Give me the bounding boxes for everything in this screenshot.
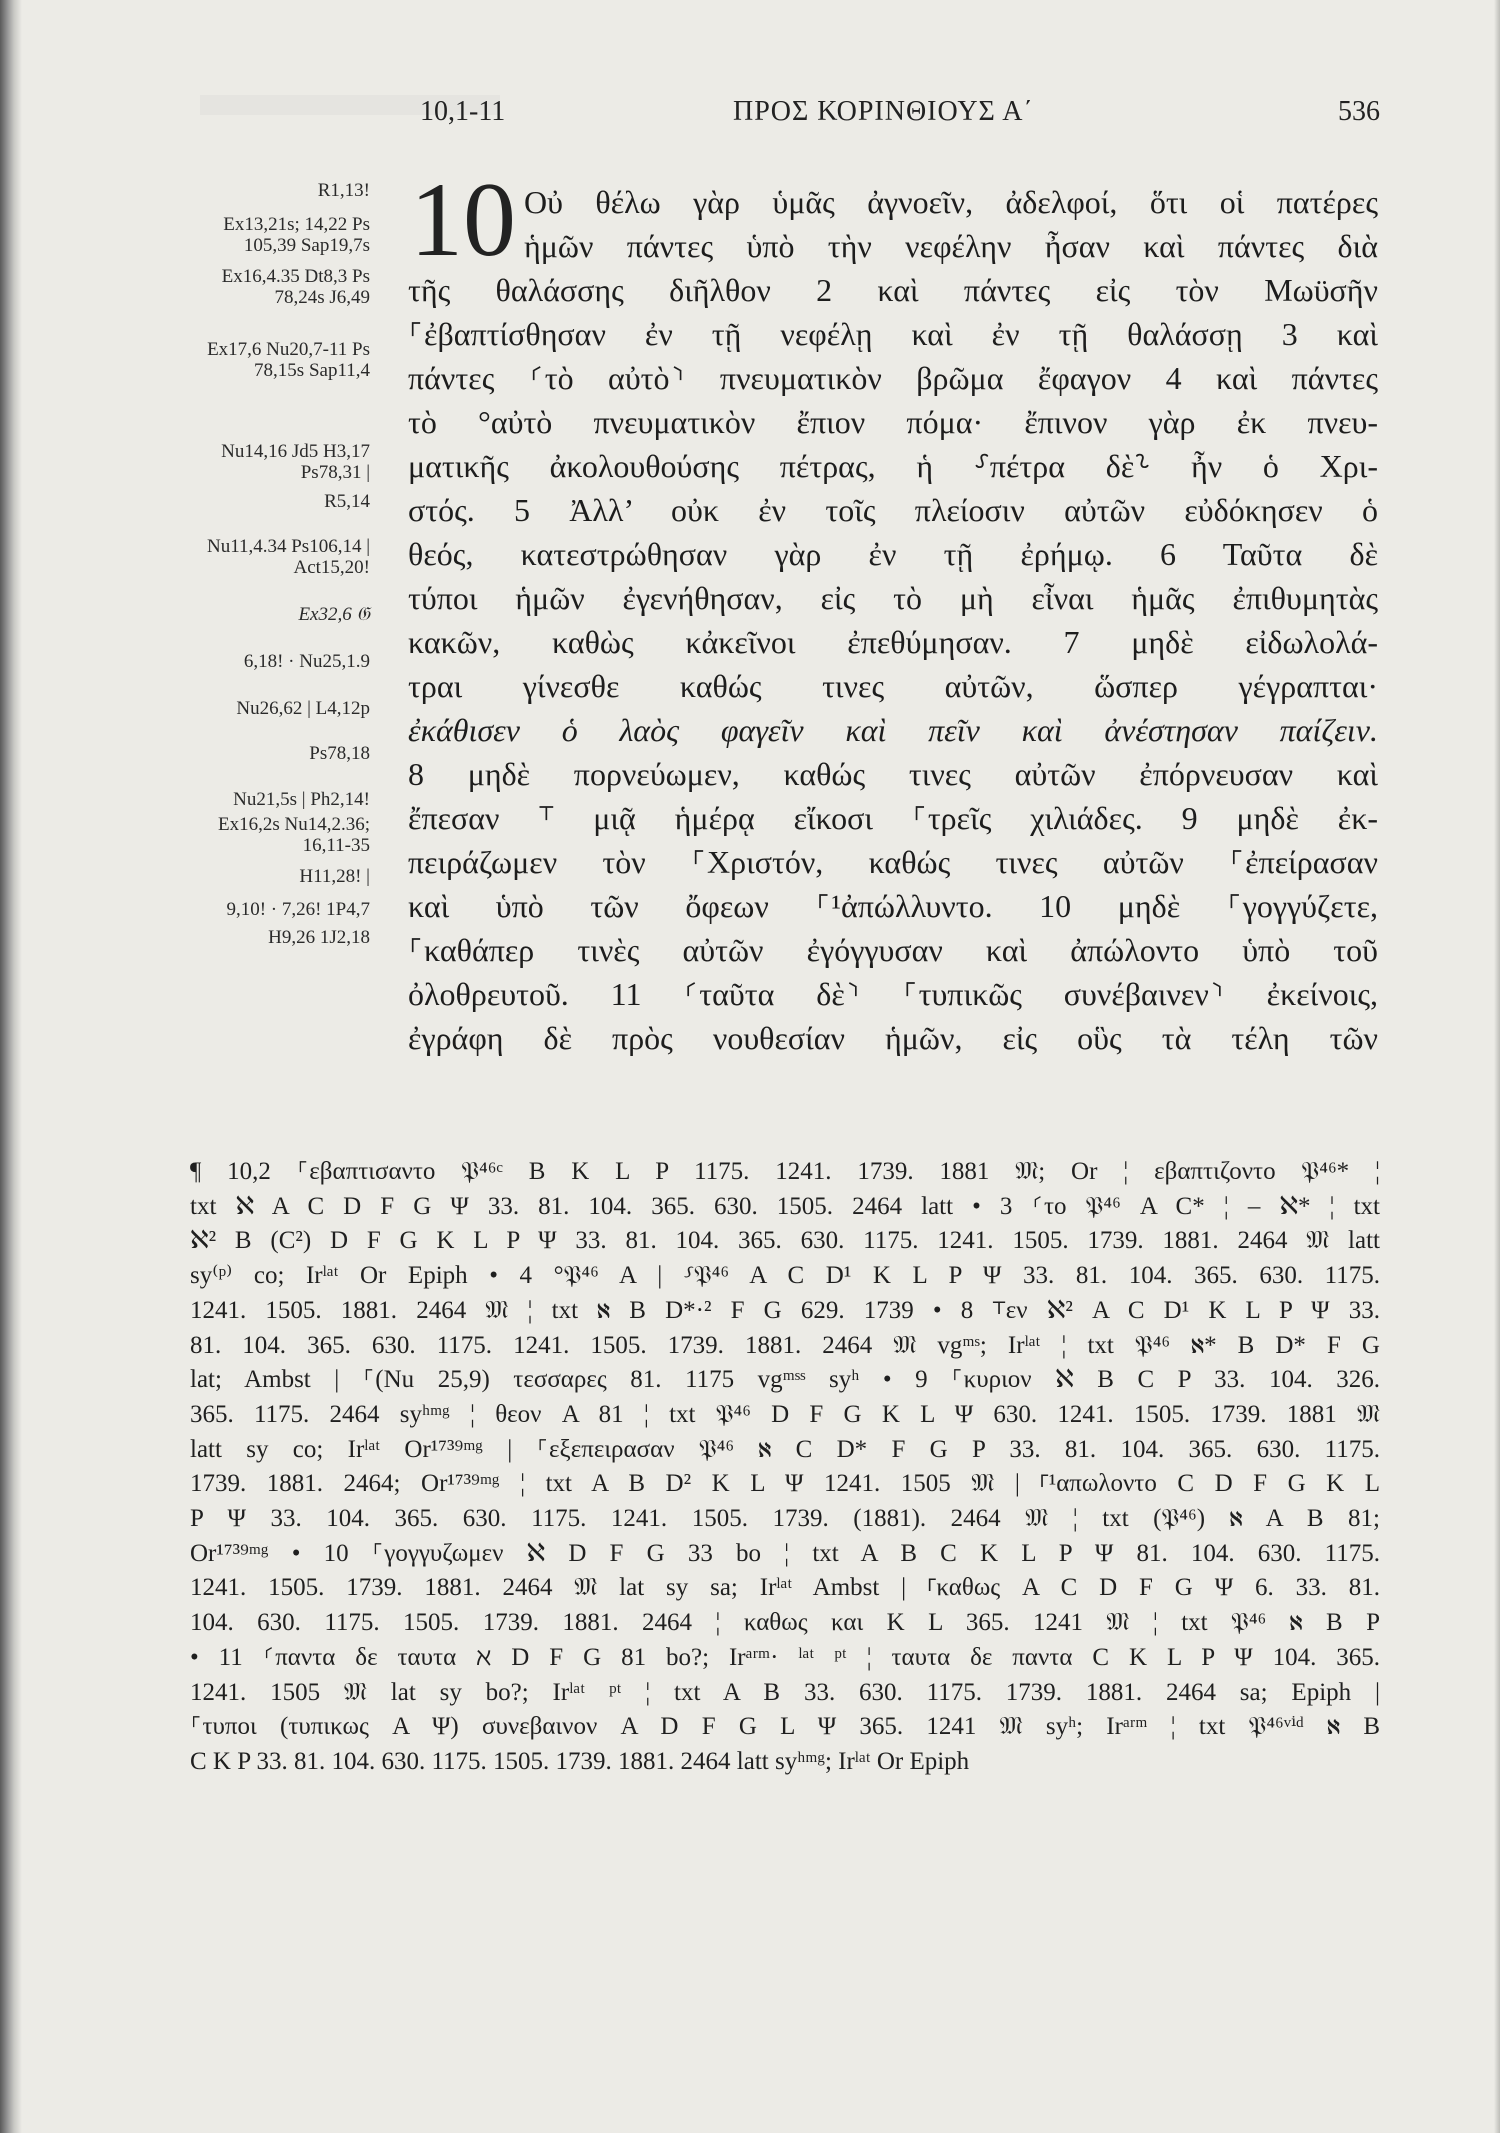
margin-ref: Nu26,62 | L4,12p (236, 698, 370, 719)
text-line: στός. 5 Ἀλλ’ οὐκ ἐν τοῖς πλείοσιν αὐτῶν εὐδόκησεν ὁ (408, 492, 1378, 528)
apparatus-line: 104. 630. 1175. 1505. 1739. 1881. 2464 ¦ καθως και K L 365. 1241 𝔐 ¦ txt 𝔓⁴⁶ ℵ B P (190, 1609, 1380, 1637)
text-line: ⸀ἐβαπτίσθησαν ἐν τῇ νεφέλῃ καὶ ἐν τῇ θαλάσσῃ 3 καὶ (408, 316, 1378, 352)
apparatus-line: 365. 1175. 2464 syʰᵐᵍ ¦ θεον A 81 ¦ txt 𝔓⁴⁶ D F G K L Ψ 630. 1241. 1505. 1739. 1881 𝔐 (190, 1400, 1380, 1428)
text-line: ματικῆς ἀκολουθούσης πέτρας, ἡ ⸉πέτρα δὲ⸊ ἦν ὁ Χρι- (408, 448, 1378, 484)
chapter-verse-range: 10,1-11 (420, 96, 506, 127)
margin-ref: Ex17,6 Nu20,7-11 Ps 78,15s Sap11,4 (207, 339, 370, 381)
text-line: 8 μηδὲ πορνεύωμεν, καθώς τινες αὐτῶν ἐπόρνευσαν καὶ (408, 756, 1378, 792)
text-line: πειράζωμεν τὸν ⸀Χριστόν, καθώς τινες αὐτῶν ⸀ἐπείρασαν (408, 844, 1379, 880)
biblical-text (408, 180, 1378, 1060)
text-line: τὸ °αὐτὸ πνευματικὸν ἔπιον πόμα· ἔπινον γὰρ ἐκ πνευ- (408, 404, 1378, 440)
apparatus-line: ¶ 10,2 ⸀εβαπτισαντο 𝔓⁴⁶ᶜ B K L P 1175. 1241. 1739. 1881 𝔐; Or ¦ εβαπτιζοντο 𝔓⁴⁶* ¦ (190, 1158, 1380, 1185)
apparatus-line: txt ℵ A C D F G Ψ 33. 81. 104. 365. 630. 1505. 2464 latt • 3 ⸂το 𝔓⁴⁶ A C* ¦ – ℵ* ¦ txt (190, 1192, 1380, 1220)
apparatus-line: C K P 33. 81. 104. 630. 1175. 1505. 1739. 1881. 2464 latt syʰᵐᵍ; Irˡᵃᵗ Or Epiph (190, 1747, 970, 1775)
margin-ref: Nu14,16 Jd5 H3,17 Ps78,31 | (221, 441, 370, 483)
text-line: Οὐ θέλω γὰρ ὑμᾶς ἀγνοεῖν, ἀδελφοί, ὅτι οἱ πατέρες (524, 184, 1378, 220)
text-line: ὀλοθρευτοῦ. 11 ⸂ταῦτα δὲ⸃ ⸀τυπικῶς συνέβαινεν⸃ ἐκείνοις, (408, 976, 1379, 1012)
book-binding-shadow (0, 0, 22, 2133)
apparatus-line: Or¹⁷³⁹ᵐᵍ • 10 ⸀γογγυζωμεν ℵ D F G 33 bo ¦ txt A B C K L P Ψ 81. 104. 630. 1175. (190, 1539, 1380, 1567)
margin-ref: Nu11,4.34 Ps106,14 | Act15,20! (206, 536, 370, 578)
margin-ref: Nu21,5s | Ph2,14! (233, 789, 370, 810)
text-line: ἔπεσαν ⸆ μιᾷ ἡμέρᾳ εἴκοσι ⸀τρεῖς χιλιάδες. 9 μηδὲ ἐκ- (408, 800, 1379, 836)
text-line: καὶ ὑπὸ τῶν ὄφεων ⸀¹ἀπώλλυντο. 10 μηδὲ ⸀γογγύζετε, (408, 888, 1378, 924)
margin-ref: Ex32,6 𝔊 (298, 604, 370, 625)
ot-quotation-line: ἐκάθισεν ὁ λαὸς φαγεῖν καὶ πεῖν καὶ ἀνέστησαν παίζειν. (408, 712, 1378, 748)
apparatus-line: sy⁽ᵖ⁾ co; Irˡᵃᵗ Or Epiph • 4 °𝔓⁴⁶ A | ⸉𝔓⁴⁶ A C D¹ K L P Ψ 33. 81. 104. 365. 630. 1175. (190, 1262, 1380, 1290)
text-line: τύποι ἡμῶν ἐγενήθησαν, εἰς τὸ μὴ εἶναι ἡμᾶς ἐπιθυμητὰς (408, 580, 1378, 616)
running-title: ΠΡΟΣ ΚΟΡΙΝΘΙΟΥΣ Α΄ (733, 96, 1034, 127)
text-line: ἐγράφη δὲ πρὸς νουθεσίαν ἡμῶν, εἰς οὓς τὰ τέλη τῶν (408, 1020, 1378, 1056)
apparatus-line: 1739. 1881. 2464; Or¹⁷³⁹ᵐᵍ ¦ txt A B D² K L Ψ 1241. 1505 𝔐 | ⸀¹απωλοντο C D F G K L (190, 1470, 1380, 1498)
margin-ref: R5,14 (324, 491, 370, 512)
apparatus-line: 1241. 1505 𝔐 lat sy bo?; Irˡᵃᵗ ᵖᵗ ¦ txt A B 33. 630. 1175. 1739. 1881. 2464 sa; Epiph | (190, 1678, 1380, 1706)
text-line: κακῶν, καθὼς κἀκεῖνοι ἐπεθύμησαν. 7 μηδὲ εἰδωλολά- (408, 624, 1378, 660)
margin-ref: H11,28! | (299, 866, 370, 887)
apparatus-line: latt sy co; Irˡᵃᵗ Or¹⁷³⁹ᵐᵍ | ⸀εξεπειρασαν 𝔓⁴⁶ ℵ C D* F G P 33. 81. 104. 365. 630. 1175. (190, 1435, 1380, 1463)
margin-ref: Ex16,2s Nu14,2.36; 16,11-35 (218, 814, 370, 856)
margin-ref: Ex13,21s; 14,22 Ps 105,39 Sap19,7s (223, 214, 370, 256)
margin-ref: 9,10! · 7,26! 1P4,7 (226, 899, 370, 920)
margin-ref: R1,13! (317, 180, 370, 201)
margin-ref: Ps78,18 (309, 743, 370, 764)
page-header (0, 96, 1500, 136)
text-line: ἡμῶν πάντες ὑπὸ τὴν νεφέλην ἦσαν καὶ πάντες διὰ (524, 228, 1378, 264)
apparatus-line: 1241. 1505. 1881. 2464 𝔐 ¦ txt ℵ B D*·² F G 629. 1739 • 8 ⸆εν ℵ² A C D¹ K L P Ψ 33. (190, 1296, 1380, 1324)
chapter-number: 10 (410, 161, 516, 278)
margin-ref: H9,26 1J2,18 (268, 927, 370, 948)
margin-ref: 6,18! · Nu25,1.9 (243, 651, 370, 672)
apparatus-line: ℵ² B (C²) D F G K L P Ψ 33. 81. 104. 365. 630. 1175. 1241. 1505. 1739. 1881. 2464 𝔐 latt (190, 1227, 1380, 1255)
margin-ref: Ex16,4.35 Dt8,3 Ps 78,24s J6,49 (221, 266, 370, 308)
apparatus-line: P Ψ 33. 104. 365. 630. 1175. 1241. 1505. 1739. (1881). 2464 𝔐 ¦ txt (𝔓⁴⁶) ℵ A B 81; (190, 1505, 1380, 1533)
critical-apparatus (190, 1155, 1380, 1780)
text-line: θεός, κατεστρώθησαν γὰρ ἐν τῇ ἐρήμῳ. 6 Ταῦτα δὲ (408, 536, 1378, 572)
apparatus-line: lat; Ambst | ⸀(Nu 25,9) τεσσαρες 81. 1175 vgᵐˢˢ syʰ • 9 ⸀κυριον ℵ B C P 33. 104. 326. (190, 1366, 1380, 1394)
text-line: τραι γίνεσθε καθώς τινες αὐτῶν, ὥσπερ γέγραπται· (408, 668, 1378, 704)
apparatus-line: ⸀τυποι (τυπικως A Ψ) συνεβαινον A D F G L Ψ 365. 1241 𝔐 syʰ; Irᵃʳᵐ ¦ txt 𝔓⁴⁶ᵛⁱᵈ ℵ B (190, 1713, 1380, 1741)
page-edge-shadow (1494, 0, 1500, 2133)
page-number: 536 (1338, 96, 1380, 127)
apparatus-line: 81. 104. 365. 630. 1175. 1241. 1505. 1739. 1881. 2464 𝔐 vgᵐˢ; Irˡᵃᵗ ¦ txt 𝔓⁴⁶ ℵ* B D* F G (190, 1331, 1380, 1359)
apparatus-line: • 11 ⸂παντα δε ταυτα ℵ D F G 81 bo?; Irᵃʳᵐ· ˡᵃᵗ ᵖᵗ ¦ ταυτα δε παντα C K L P Ψ 104. 365. (190, 1643, 1380, 1671)
apparatus-line: 1241. 1505. 1739. 1881. 2464 𝔐 lat sy sa; Irˡᵃᵗ Ambst | ⸀καθως A C D F G Ψ 6. 33. 81. (190, 1574, 1380, 1602)
text-line: πάντες ⸂τὸ αὐτὸ⸃ πνευματικὸν βρῶμα ἔφαγον 4 καὶ πάντες (408, 360, 1379, 396)
margin-cross-references (120, 180, 370, 948)
text-line: ⸀καθάπερ τινὲς αὐτῶν ἐγόγγυσαν καὶ ἀπώλοντο ὑπὸ τοῦ (408, 932, 1378, 968)
text-line: τῆς θαλάσσης διῆλθον 2 καὶ πάντες εἰς τὸν Μωϋσῆν (408, 272, 1378, 308)
